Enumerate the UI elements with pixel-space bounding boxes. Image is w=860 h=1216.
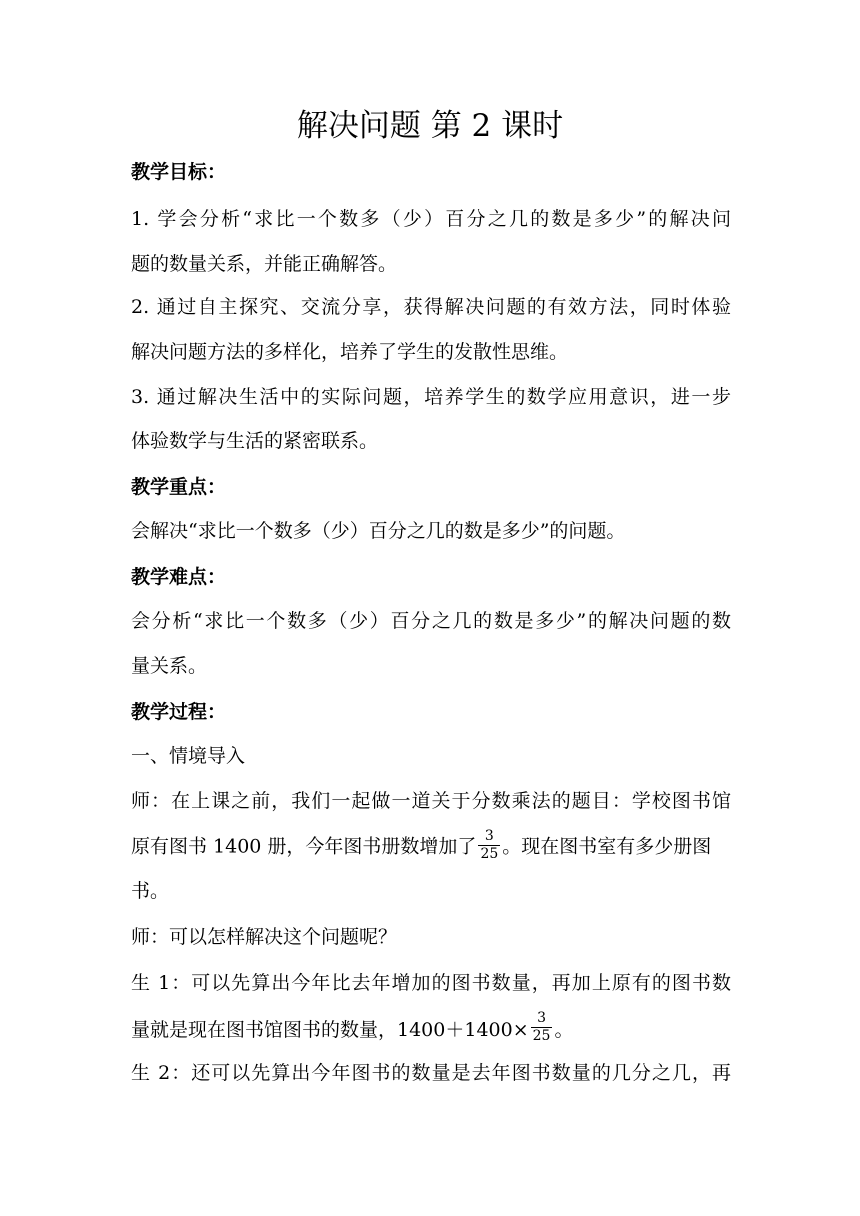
teacher-question: 师：可以怎样解决这个问题呢？ — [131, 926, 398, 948]
section-heading-intro: 一、情境导入 — [131, 745, 246, 767]
key-point-heading: 教学重点： — [131, 476, 227, 498]
key-point-text: 会解决“求比一个数多（少）百分之几的数是多少”的问题。 — [131, 520, 626, 542]
fraction-3-25-expression — [531, 1010, 553, 1045]
page-title: 解决问题 第 2 课时 — [296, 108, 564, 144]
difficulty-line-2: 量关系。 — [131, 655, 208, 677]
student-1-line-2-text-after: 。 — [554, 1018, 574, 1041]
objective-2-line-2: 解决问题方法的多样化，培养了学生的发散性思维。 — [131, 341, 569, 363]
student-1-line-2-text-before: 量就是现在图书馆图书的数量，1400＋1400× — [131, 1018, 529, 1041]
objective-1-line-1: 1. 学会分析“求比一个数多（少）百分之几的数是多少”的解决问 — [131, 208, 731, 230]
fraction-denominator: 25 — [532, 1028, 551, 1044]
difficulty-line-1: 会分析“求比一个数多（少）百分之几的数是多少”的解决问题的数 — [131, 610, 731, 632]
fraction-numerator: 3 — [531, 1010, 553, 1028]
student-1-line-1: 生 1：可以先算出今年比去年增加的图书数量，再加上原有的图书数 — [131, 972, 731, 994]
student-1-line-2 — [131, 1012, 731, 1047]
difficulty-heading: 教学难点： — [131, 566, 227, 588]
teacher-line-1: 师：在上课之前，我们一起做一道关于分数乘法的题目：学校图书馆 — [131, 790, 731, 812]
student-2-line-1: 生 2：还可以先算出今年图书的数量是去年图书数量的几分之几，再 — [131, 1062, 731, 1084]
teacher-line-2 — [131, 830, 731, 865]
fraction-numerator: 3 — [478, 828, 500, 846]
teacher-line-2-text-after: 。现在图书室有多少册图 — [502, 835, 712, 858]
objective-1-line-2: 题的数量关系，并能正确解答。 — [131, 253, 398, 275]
fraction-3-25 — [478, 828, 500, 863]
teacher-line-2-text-before: 原有图书 1400 册，今年图书册数增加了 — [131, 835, 477, 858]
teacher-line-3: 书。 — [131, 880, 170, 902]
objective-3-line-2: 体验数学与生活的紧密联系。 — [131, 430, 379, 452]
process-heading: 教学过程： — [131, 701, 227, 723]
fraction-denominator: 25 — [480, 846, 499, 862]
objectives-heading: 教学目标： — [131, 161, 227, 183]
objective-3-line-1: 3. 通过解决生活中的实际问题，培养学生的数学应用意识，进一步 — [131, 386, 731, 408]
objective-2-line-1: 2. 通过自主探究、交流分享，获得解决问题的有效方法，同时体验 — [131, 296, 731, 318]
